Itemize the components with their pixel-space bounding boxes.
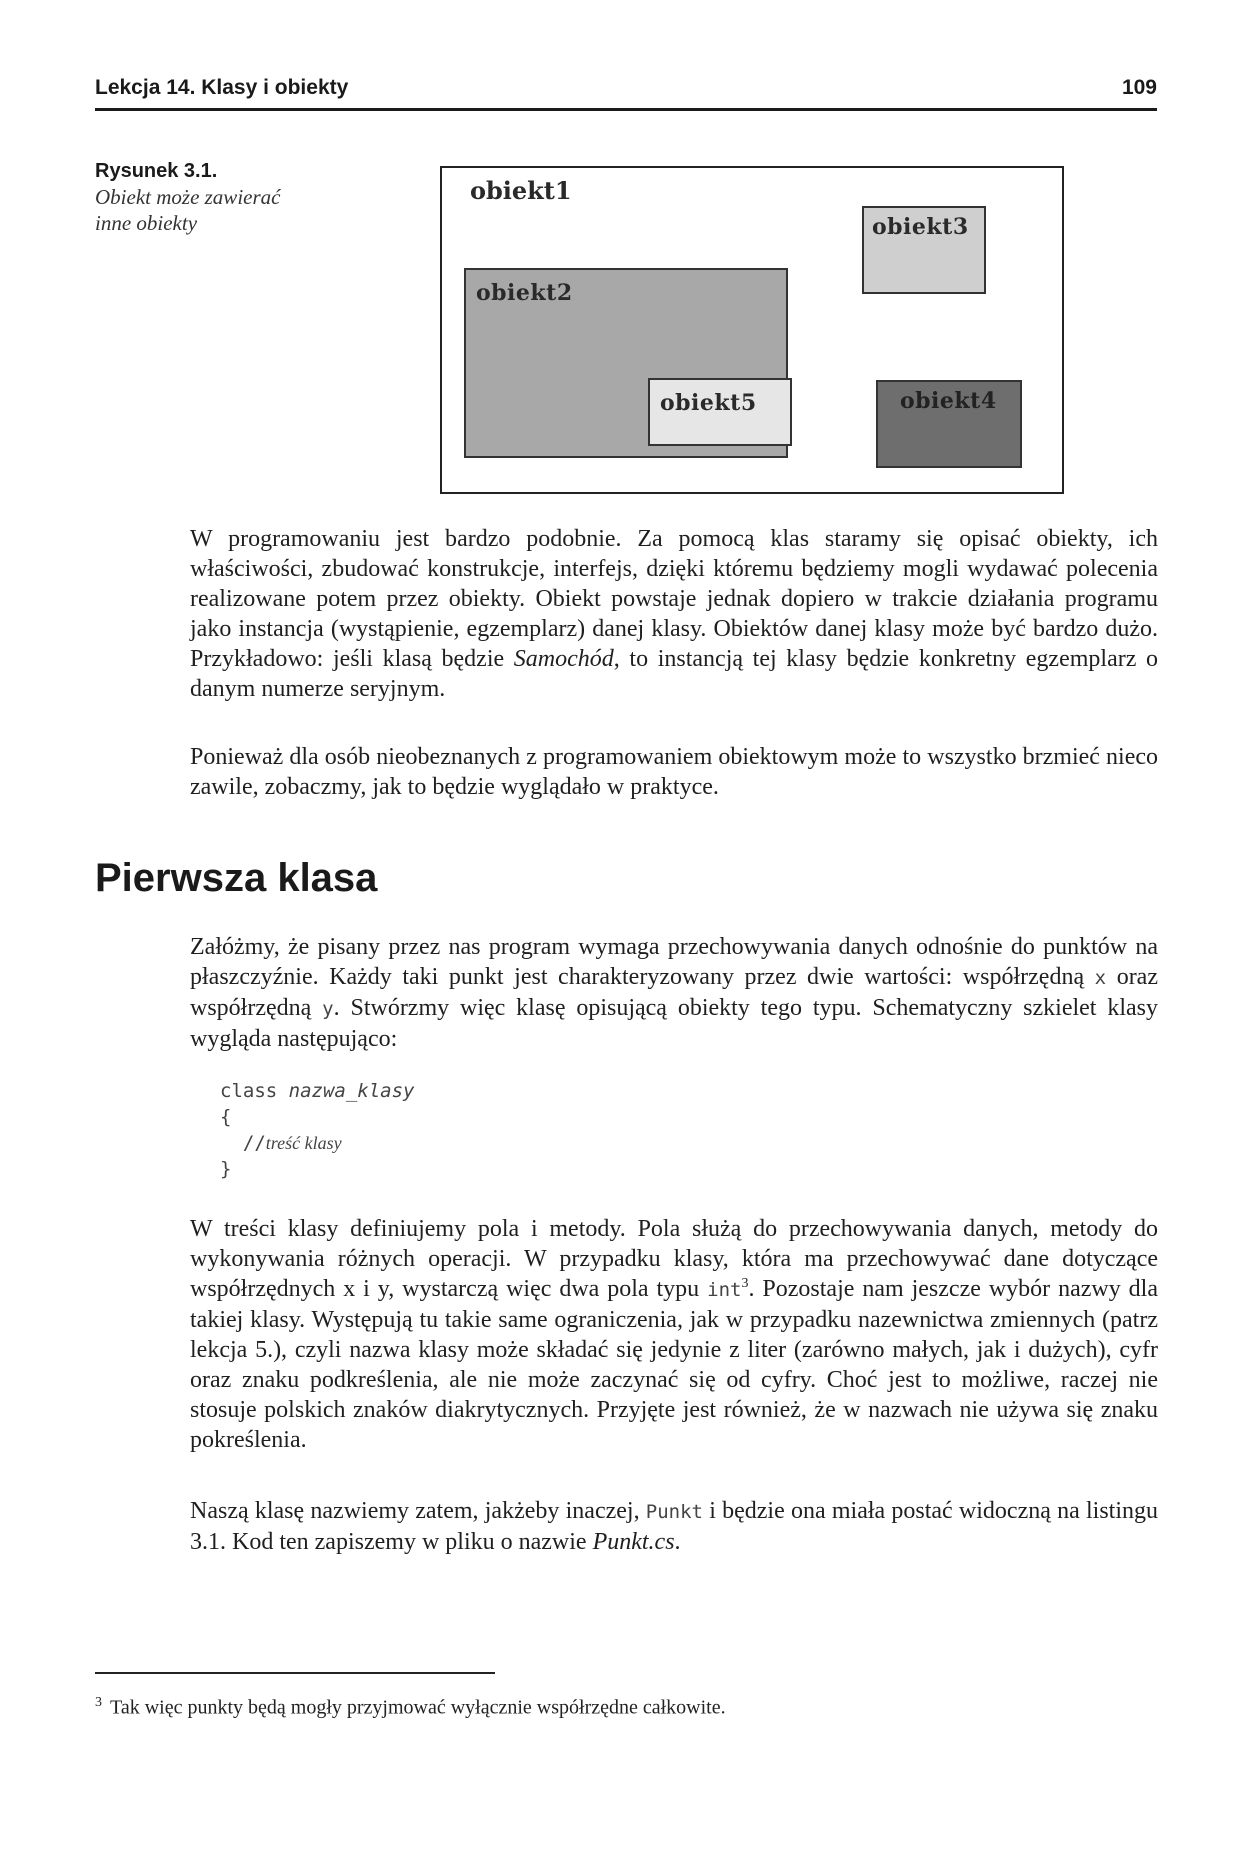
obiekt2-label: obiekt2 — [476, 280, 573, 306]
object-nesting-diagram — [440, 166, 1064, 494]
paragraph-3-text-b: oraz współrzędną — [190, 964, 1158, 1021]
page-number: 109 — [1121, 76, 1157, 99]
code-line-3 — [220, 1130, 414, 1156]
paragraph-3-text-c: . Stwórzmy więc klasę opisującą obiekty tego typu. Schematyczny szkielet klasy wygląda następująco: — [190, 995, 1158, 1052]
code-keyword: class — [220, 1080, 289, 1102]
code-int: int — [707, 1279, 742, 1301]
code-comment: treść klasy — [265, 1133, 342, 1153]
code-class-name: nazwa_klasy — [288, 1080, 415, 1102]
obiekt2-box — [464, 268, 788, 458]
paragraph-5-text-b: i będzie ona miała postać widoczną na listingu 3.1. Kod ten zapiszemy w pliku o nazwie — [190, 1498, 1158, 1555]
paragraph-4-text-b: . Pozostaje nam jeszcze wybór nazwy dla takiej klasy. Występują tu takie same ograniczenia, jak w przypadku nazewnictwa zmiennych (patrz lekcja 5.), czyli nazwa klasy może składać się jedynie z liter (zarówno małych, jak i dużych), cyfr oraz znaku podkreślenia, ale nie może zaczynać się od cyfry. Choć jest to możliwe, raczej nie stosuje polskich znaków diakrytycznych. Przyjęte jest również, że w nazwach nie używa się znaku pokreślenia. — [190, 1276, 1158, 1453]
paragraph-1-text-a: W programowaniu jest bardzo podobnie. Za pomocą klas staramy się opisać obiekty, ich właściwości, zbudować konstrukcje, interfejs, dzięki któremu będziemy mogli wydawać polecenia realizowane potem przez obiekty. Obiekt powstaje jednak dopiero w trakcie działania programu jako instancja (wystąpienie, egzemplarz) danej klasy. Obiektów danej klasy może być bardzo dużo. Przykładowo: jeśli klasą będzie — [190, 526, 1158, 672]
code-line-2: { — [220, 1106, 232, 1128]
figure-caption — [95, 158, 355, 236]
figure-label: Rysunek 3.1. — [95, 160, 218, 182]
footnote-ref[interactable]: 3 — [741, 1276, 749, 1291]
obiekt5-label: obiekt5 — [660, 390, 757, 416]
paragraph-5-text-a: Naszą klasę nazwiemy zatem, jakżeby inaczej, — [190, 1498, 646, 1524]
file-name: Punkt.cs — [592, 1529, 675, 1555]
code-comment-prefix: // — [242, 1132, 266, 1154]
paragraph-4 — [190, 1214, 1158, 1455]
paragraph-1 — [190, 524, 1158, 704]
paragraph-1-italic: Samochód — [513, 646, 614, 672]
obiekt4-box — [876, 380, 1022, 468]
code-line-4: } — [220, 1158, 232, 1180]
paragraph-5 — [190, 1496, 1158, 1557]
paragraph-5-text-c: . — [674, 1529, 681, 1555]
obiekt3-label: obiekt3 — [872, 214, 969, 240]
code-y: y — [322, 998, 334, 1020]
paragraph-3-text-a: Załóżmy, że pisany przez nas program wymaga przechowywania danych odnośnie do punktów na płaszczyźnie. Każdy taki punkt jest charakteryzowany przez dwie wartości: współrzędną — [190, 934, 1158, 990]
paragraph-3 — [190, 932, 1158, 1054]
code-line-1 — [220, 1078, 414, 1104]
code-skeleton — [220, 1078, 414, 1182]
header-title: Lekcja 14. Klasy i obiekty — [95, 76, 349, 99]
section-heading: Pierwsza klasa — [95, 856, 378, 900]
paragraph-4-text-a: W treści klasy definiujemy pola i metody. Pola służą do przechowywania danych, metody do wykonywania różnych operacji. W przypadku klasy, która ma przechowywać dane dotyczące współrzędnych x i y, wystarczą więc dwa pola typu — [190, 1216, 1158, 1302]
paragraph-2: Ponieważ dla osób nieobeznanych z programowaniem obiektowym może to wszystko brzmieć nieco zawile, zobaczmy, jak to będzie wyglądało w praktyce. — [190, 744, 1158, 800]
obiekt5-box — [648, 378, 792, 446]
code-punkt: Punkt — [645, 1501, 703, 1523]
figure-caption-line-2: inne obiekty — [95, 211, 198, 235]
figure-caption-line-1: Obiekt może zawierać — [95, 185, 281, 209]
footnote — [95, 1690, 1095, 1721]
running-header — [95, 72, 1157, 111]
footnote-divider — [95, 1672, 495, 1674]
code-x: x — [1094, 967, 1107, 989]
obiekt3-box — [862, 206, 986, 294]
obiekt4-label: obiekt4 — [900, 388, 997, 414]
footnote-mark: 3 — [95, 1695, 102, 1710]
paragraph-1-text-b: , to instancją tej klasy będzie konkretny egzemplarz o danym numerze seryjnym. — [190, 646, 1158, 702]
footnote-text: Tak więc punkty będą mogły przyjmować wyłącznie współrzędne całkowite. — [110, 1696, 726, 1719]
obiekt1-label: obiekt1 — [470, 176, 572, 205]
